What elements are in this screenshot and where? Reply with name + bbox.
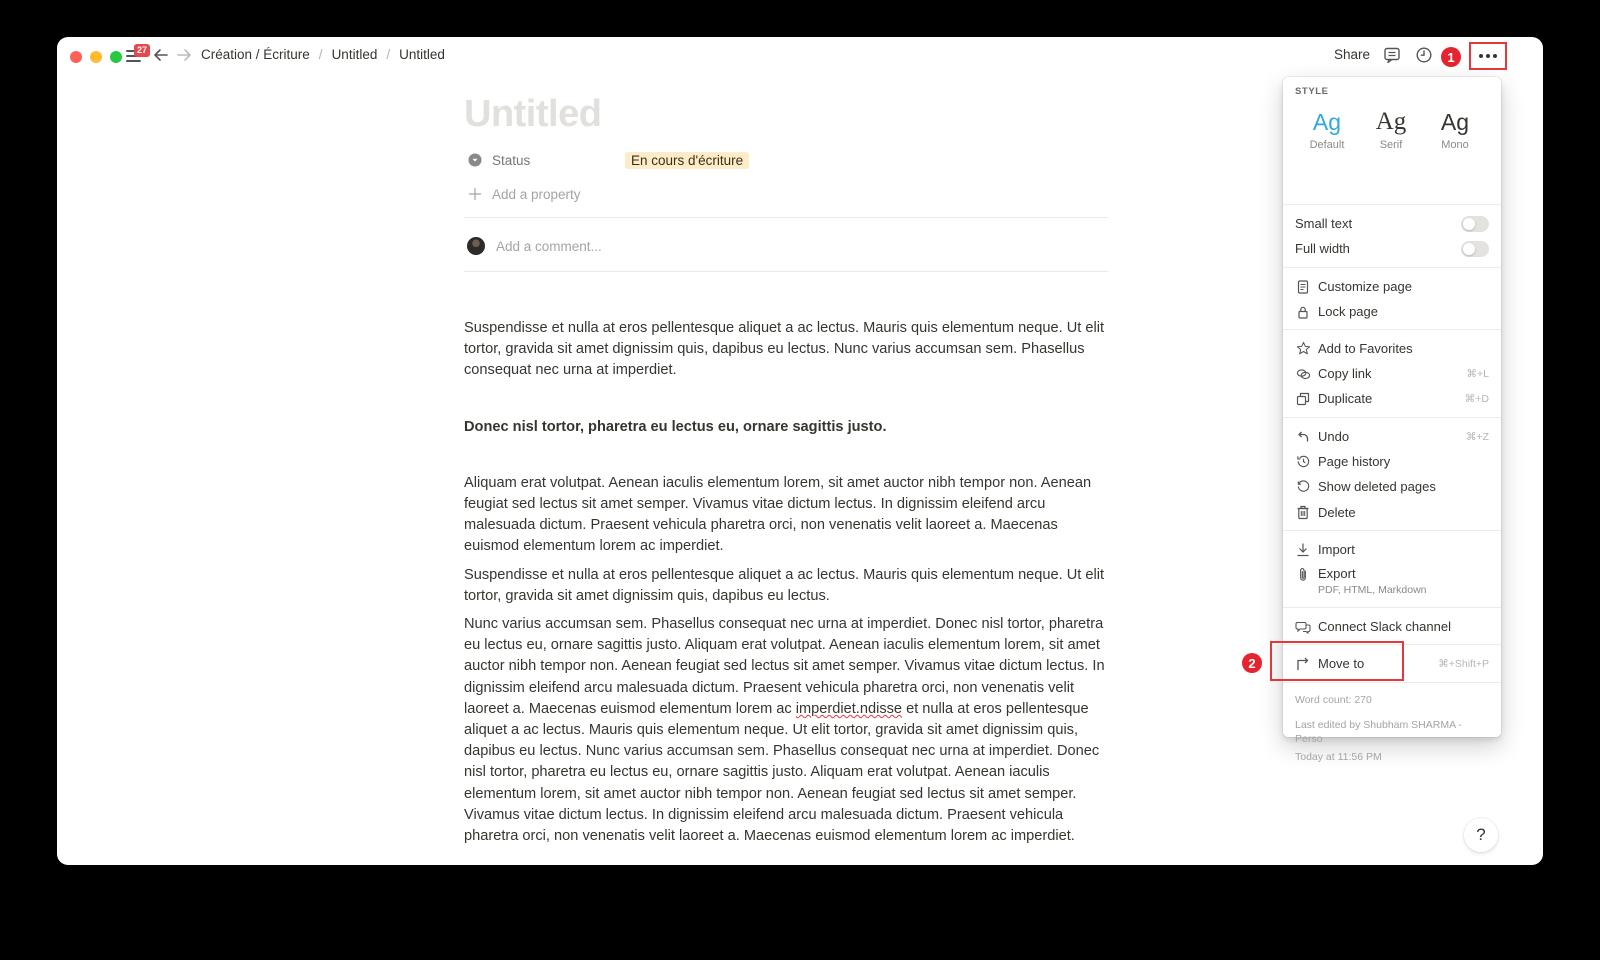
page-title[interactable]: Untitled: [464, 93, 602, 135]
status-icon: [468, 153, 482, 167]
menu-item-add-to-favorites[interactable]: [1283, 336, 1501, 361]
full-width-toggle[interactable]: [1461, 241, 1489, 257]
font-preview-mono: Ag: [1440, 109, 1470, 135]
more-options-button[interactable]: [1469, 42, 1507, 70]
maximize-window-button[interactable]: [110, 51, 122, 63]
small-text-toggle-row[interactable]: [1283, 211, 1501, 236]
breadcrumb-item[interactable]: Untitled: [399, 47, 445, 62]
bold-text-block[interactable]: Donec nisl tortor, pharetra eu lectus eu, ornare sagittis justo.: [464, 418, 887, 435]
annotation-marker-2: 2: [1242, 653, 1262, 673]
comment-placeholder: Add a comment...: [496, 238, 602, 254]
last-edited-by: Last edited by Shubham SHARMA -: [1295, 719, 1462, 731]
shortcut-hint: ⌘+L: [1466, 367, 1489, 380]
shortcut-hint: ⌘+Shift+P: [1438, 657, 1489, 670]
font-preview-default: Ag: [1312, 109, 1342, 135]
menu-item-page-history[interactable]: [1283, 449, 1501, 474]
divider: [1283, 530, 1501, 531]
property-label: Status: [492, 152, 531, 168]
shortcut-hint: ⌘+D: [1464, 392, 1489, 405]
add-property-button[interactable]: [464, 181, 1108, 207]
divider: [1283, 682, 1501, 683]
share-button[interactable]: Share: [1334, 47, 1371, 62]
minimize-window-button[interactable]: [90, 51, 102, 63]
menu-item-duplicate[interactable]: [1283, 386, 1501, 411]
last-edited-time: Today at 11:56 PM: [1295, 751, 1382, 763]
menu-item-label: Export: [1318, 566, 1356, 581]
breadcrumb-item[interactable]: Création / Écriture: [201, 47, 310, 62]
more-icon: [1479, 54, 1497, 58]
menu-item-show-deleted-pages[interactable]: [1283, 474, 1501, 499]
divider: [1283, 329, 1501, 330]
shortcut-hint: ⌘+Z: [1465, 430, 1489, 443]
menu-item-label: Add to Favorites: [1318, 341, 1413, 356]
breadcrumb-separator: /: [318, 47, 323, 62]
add-comment-input[interactable]: [464, 233, 1108, 259]
menu-item-label: Connect Slack channel: [1318, 619, 1451, 634]
menu-item-sublabel: PDF, HTML, Markdown: [1318, 584, 1427, 596]
style-option-serif[interactable]: [1361, 105, 1421, 151]
top-bar: [57, 37, 1543, 73]
menu-item-customize-page[interactable]: [1283, 274, 1501, 299]
divider: [464, 217, 1108, 218]
divider: [1283, 204, 1501, 205]
divider: [1283, 607, 1501, 608]
menu-item-label: Customize page: [1318, 279, 1412, 294]
word-count: Word count: 270: [1295, 694, 1372, 706]
lock-icon: [1295, 304, 1311, 320]
plus-icon: [468, 187, 482, 201]
breadcrumb: [199, 47, 447, 62]
menu-item-label: Import: [1318, 542, 1355, 557]
divider: [464, 271, 1108, 272]
notification-badge: 27: [134, 44, 150, 57]
undo-icon: [1295, 429, 1311, 445]
annotation-marker-1: 1: [1441, 47, 1461, 67]
breadcrumb-item[interactable]: Untitled: [331, 47, 378, 62]
paragraph-block[interactable]: [464, 614, 1108, 847]
add-property-label: Add a property: [492, 186, 581, 202]
menu-item-delete[interactable]: [1283, 500, 1501, 525]
app-window: [57, 37, 1543, 865]
last-edited-by-workspace: Perso: [1295, 733, 1323, 745]
page-body[interactable]: [464, 318, 1108, 854]
font-preview-serif: Ag: [1375, 108, 1407, 135]
comment-icon[interactable]: [1383, 46, 1401, 64]
menu-item-label: Small text: [1295, 216, 1353, 231]
menu-item-import[interactable]: [1283, 537, 1501, 562]
page-icon: [1295, 279, 1311, 295]
small-text-toggle[interactable]: [1461, 216, 1489, 232]
paragraph-block[interactable]: Suspendisse et nulla at eros pellentesque aliquet a ac lectus. Mauris quis elementum neque. Ut elit tortor, gravida sit amet dignissim quis, dapibus eu lectus.: [464, 566, 1105, 604]
menu-item-label: Page history: [1318, 454, 1391, 469]
menu-item-label: Undo: [1318, 429, 1350, 444]
paragraph-block[interactable]: Suspendisse et nulla at eros pellentesque aliquet a ac lectus. Mauris quis elementum neque. Ut elit tortor, gravida sit amet dignissim quis, dapibus eu lectus. Nunc varius accumsan sem. Phasellus consequat nec urna at imperdiet.: [464, 320, 1105, 379]
divider: [1283, 267, 1501, 268]
clock-icon[interactable]: [1415, 46, 1433, 64]
import-icon: [1295, 542, 1311, 558]
menu-item-label: Move to: [1318, 656, 1365, 671]
style-option-label: Serif: [1379, 139, 1403, 151]
style-option-label: Mono: [1441, 139, 1469, 151]
menu-item-label: Delete: [1318, 505, 1356, 520]
full-width-toggle-row[interactable]: [1283, 236, 1501, 261]
restore-icon: [1295, 479, 1311, 495]
menu-item-connect-slack-channel[interactable]: [1283, 614, 1501, 639]
menu-item-label: Duplicate: [1318, 391, 1373, 406]
menu-item-label: Lock page: [1318, 304, 1378, 319]
paragraph-block[interactable]: Aliquam erat volutpat. Aenean iaculis elementum lorem, sit amet auctor nibh tempor non. Aenean feugiat sed lectus sit amet semper. Vivamus vitae dictum lectus. In dignissim eleifend arcu malesuada dictum. Praesent vehicula pharetra orci, non venenatis velit laoreet a. Maecenas euismod elementum lorem ac imperdiet.: [464, 474, 1092, 555]
history-icon: [1295, 454, 1311, 470]
style-option-mono[interactable]: [1425, 105, 1485, 151]
menu-item-label: Show deleted pages: [1318, 479, 1436, 494]
slack-chat-icon: [1295, 619, 1311, 635]
avatar: [467, 237, 485, 255]
style-option-label: Default: [1309, 139, 1345, 151]
help-button[interactable]: ?: [1464, 818, 1498, 852]
menu-item-export[interactable]: [1283, 562, 1501, 602]
menu-item-label: Full width: [1295, 241, 1350, 256]
property-row-status[interactable]: [464, 147, 1108, 173]
menu-item-undo[interactable]: [1283, 424, 1501, 449]
paragraph-text: et nulla at eros pellentesque aliquet a ac lectus. Mauris quis elementum neque. Ut elit tortor, gravida sit amet dignissim quis, dapibus eu lectus. Nunc varius accumsan sem. Phasellus consequat nec urna at imperdiet. Donec nisl tortor, pharetra eu lectus eu, ornare sagittis justo. Aliquam erat volutpat. Aenean iaculis elementum lorem, sit amet auctor nibh tempor non. Aenean feugiat sed lectus sit amet semper. Vivamus vitae dictum lectus. In dignissim eleifend arcu malesuada dictum. Praesent vehicula pharetra orci, non venenatis velit laoreet a. Maecenas euismod elementum lorem ac imperdiet.: [464, 700, 1100, 845]
menu-item-label: Copy link: [1318, 366, 1372, 381]
paragraph-text: Nunc varius accumsan sem. Phasellus consequat nec urna at imperdiet. Donec nisl tortor, pharetra eu lectus eu, ornare sagittis justo. Aliquam erat volutpat. Aenean iaculis elementum lorem, sit amet auctor nibh tempor non. Aenean feugiat sed lectus sit amet semper. Vivamus vitae dictum lectus. In dignissim eleifend arcu malesuada dictum. Praesent vehicula pharetra orci, non venenatis velit laoreet a. Maecenas euismod elementum lorem ac: [464, 616, 1105, 717]
trash-icon: [1295, 505, 1311, 521]
paperclip-icon: [1295, 566, 1311, 582]
style-section-label: STYLE: [1295, 86, 1329, 97]
style-option-default[interactable]: [1297, 105, 1357, 151]
menu-item-lock-page[interactable]: [1283, 299, 1501, 324]
duplicate-icon: [1295, 391, 1311, 407]
star-icon: [1295, 341, 1311, 357]
breadcrumb-separator: /: [386, 47, 391, 62]
annotation-highlight-box: [1270, 641, 1404, 681]
link-icon: [1295, 366, 1311, 382]
status-badge[interactable]: En cours d'écriture: [625, 152, 749, 169]
divider: [1283, 417, 1501, 418]
forward-arrow-icon[interactable]: [174, 45, 194, 65]
menu-item-copy-link[interactable]: [1283, 361, 1501, 386]
misspelled-word[interactable]: imperdiet.ndisse: [795, 700, 903, 717]
page-options-menu: [1283, 77, 1501, 763]
back-arrow-icon[interactable]: [151, 45, 171, 65]
close-window-button[interactable]: [70, 51, 82, 63]
